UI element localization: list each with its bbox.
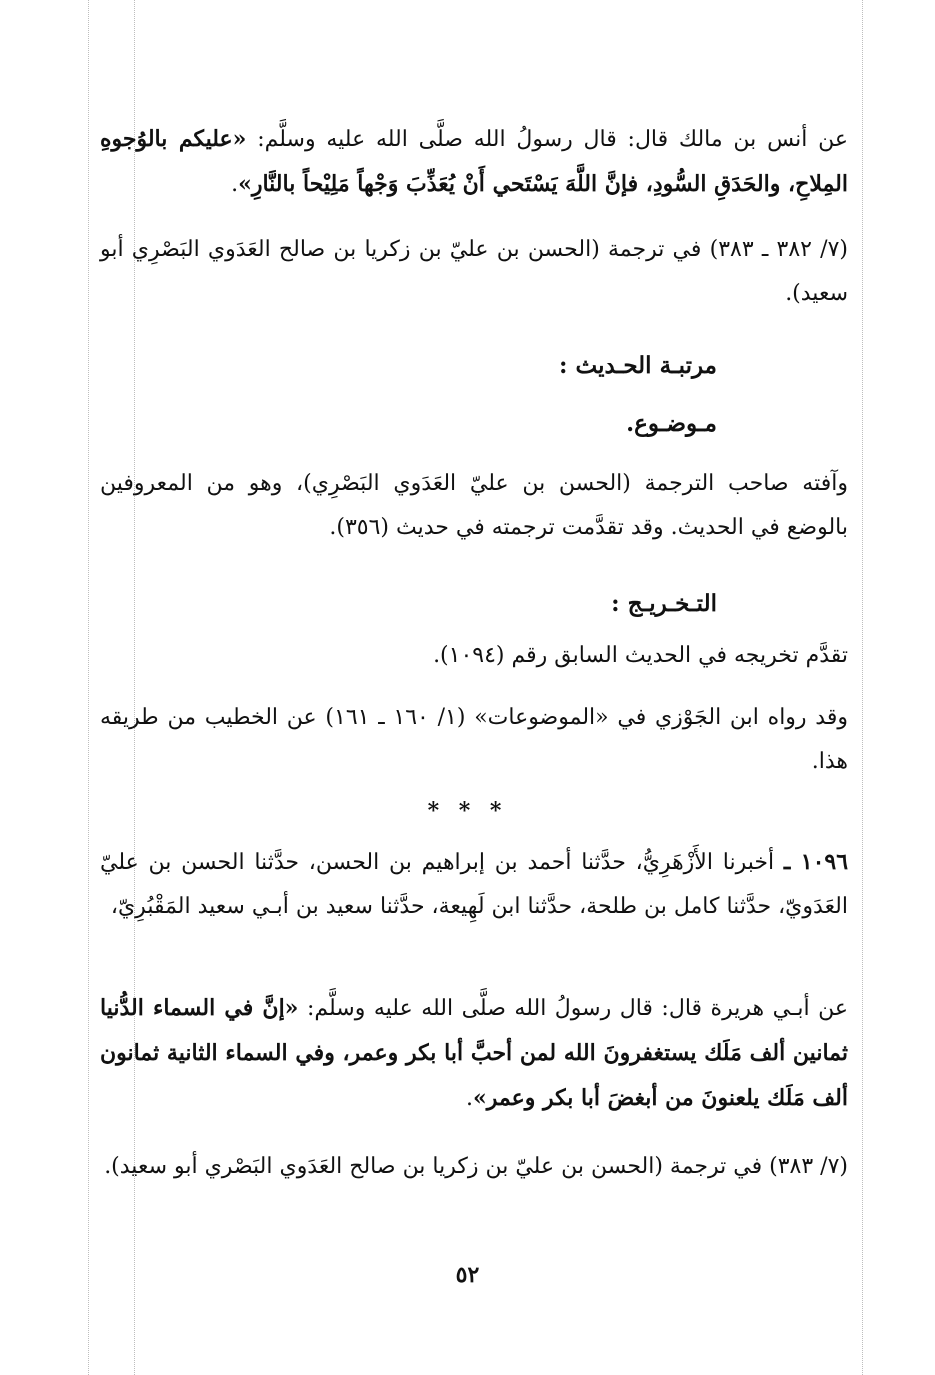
hadith-1096-source: (٧/ ٣٨٣) في ترجمة (الحسن بن عليّ بن زكريا بن صالح العَدَوي البَصْري أبو سعيد). — [104, 1154, 848, 1179]
hadith-1096-end: . — [465, 1086, 473, 1111]
takhrij-line-2: وقد رواه ابن الجَوْزي في «الموضوعات» (١/ ١٦٠ ـ ١٦١) عن الخطيب من طريقه هذا. — [100, 705, 848, 774]
hadith-1096-isnad-block — [100, 840, 848, 929]
takhrij-heading: التـخـريـج : — [611, 590, 717, 617]
hadith-1096-matn: «إنَّ في السماء الدُّنيا ثمانين ألف مَلَك يستغفرونَ الله لمن أحبَّ أبا بكر وعمر، وفي السماء الثانية ثمانون ألف مَلَك يلعنونَ من أبغضَ أبا بكر وعمر» — [100, 995, 848, 1111]
hadith-1096-intro: عن أبـي هريرة قال: قال رسولُ الله صلَّى الله عليه وسلَّم: — [298, 996, 848, 1021]
page-number: ٥٢ — [455, 1262, 480, 1288]
grade-heading: مرتبـة الحـديث : — [559, 352, 717, 379]
takhrij-line-1: تقدَّم تخريجه في الحديث السابق رقم (١٠٩٤). — [433, 643, 848, 668]
hadith-1095-source: (٧/ ٣٨٢ ـ ٣٨٣) في ترجمة (الحسن بن عليّ بن زكريا بن صالح العَدَوي البَصْرِي أبو سعيد). — [100, 237, 849, 306]
hadith-1095-intro: عن أنس بن مالك قال: قال رسولُ الله صلَّى الله عليه وسلَّم: — [246, 127, 848, 152]
hadith-1096-isnad: أخبرنا الأَزْهَرِيُّ، حدَّثنا أحمد بن إبراهيم بن الحسن، حدَّثنا الحسن بن عليّ العَدَويّ، حدَّثنا كامل بن طلحة، حدَّثنا ابن لَهِيعة، حدَّثنا سعيد بن أبـي سعيد المَقْبُرِيّ، — [100, 850, 848, 919]
grade-value: مـوضـوع. — [626, 410, 717, 437]
hadith-1095-end: . — [231, 172, 239, 197]
grade-explanation: وآفته صاحب الترجمة (الحسن بن عليّ العَدَوي البَصْرِي)، وهو من المعروفين بالوضع في الحديث. وقد تقدَّمت ترجمته في حديث (٣٥٦). — [100, 471, 848, 540]
hadith-1095-matn: «عليكم بالوُجوهِ المِلاحِ، والحَدَقِ السُّودِ، فإنَّ اللَّهَ يَسْتَحي أَنْ يُعَذِّبَ وَجْهاً مَلِيْحاً بالنَّارِ» — [100, 126, 848, 197]
hadith-1095-text — [100, 117, 848, 207]
scan-margin-line-right — [862, 0, 863, 1375]
hadith-1096-text — [100, 986, 848, 1121]
section-separator: * * * — [427, 798, 508, 824]
scan-margin-line-left — [88, 0, 89, 1375]
hadith-number: ١٠٩٦ ـ — [783, 849, 849, 875]
